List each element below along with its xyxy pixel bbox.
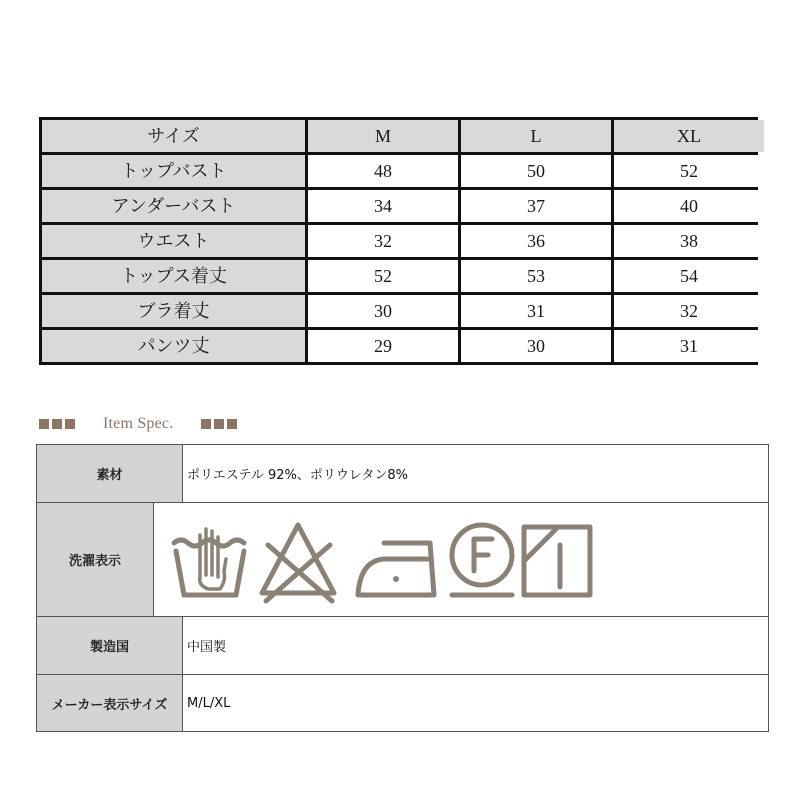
top-bust-xl: 52 bbox=[614, 155, 764, 187]
spec-row-origin bbox=[37, 617, 768, 675]
row-label-top-bust: トップバスト bbox=[42, 155, 305, 187]
top-bust-l: 50 bbox=[461, 155, 611, 187]
heading-squares-right bbox=[201, 419, 237, 429]
pants-length-l: 30 bbox=[461, 330, 611, 362]
size-table bbox=[39, 117, 758, 365]
waist-m: 32 bbox=[308, 225, 458, 257]
care-symbols bbox=[168, 515, 768, 605]
material-value: ポリエステル 92%、ポリウレタン8% bbox=[187, 468, 408, 483]
origin-value: 中国製 bbox=[187, 640, 227, 655]
heading-squares-left bbox=[39, 419, 75, 429]
bra-length-m: 30 bbox=[308, 295, 458, 327]
waist-l: 36 bbox=[461, 225, 611, 257]
tops-length-l: 53 bbox=[461, 260, 611, 292]
row-label-pants-length: パンツ丈 bbox=[42, 330, 305, 362]
square-mark bbox=[39, 419, 49, 429]
tops-length-m: 52 bbox=[308, 260, 458, 292]
pants-length-m: 29 bbox=[308, 330, 458, 362]
square-mark bbox=[201, 419, 211, 429]
under-bust-l: 37 bbox=[461, 190, 611, 222]
care-label: 洗濯表示 bbox=[37, 503, 154, 616]
low-iron-icon bbox=[358, 543, 434, 595]
size-header-xl: XL bbox=[614, 120, 764, 152]
row-label-tops-length: トップス着丈 bbox=[42, 260, 305, 292]
bra-length-xl: 32 bbox=[614, 295, 764, 327]
size-header-label: サイズ bbox=[42, 120, 305, 152]
item-spec-title: Item Spec. bbox=[103, 415, 174, 432]
spec-row-material bbox=[37, 445, 768, 503]
no-bleach-icon bbox=[262, 525, 334, 601]
bra-length-l: 31 bbox=[461, 295, 611, 327]
hand-wash-icon bbox=[174, 529, 244, 595]
pants-length-xl: 31 bbox=[614, 330, 764, 362]
care-icons bbox=[154, 503, 768, 616]
dry-clean-f-icon bbox=[452, 525, 512, 595]
spec-row-care bbox=[37, 503, 768, 617]
row-label-bra-length: ブラ着丈 bbox=[42, 295, 305, 327]
tops-length-xl: 54 bbox=[614, 260, 764, 292]
under-bust-xl: 40 bbox=[614, 190, 764, 222]
square-mark bbox=[214, 419, 224, 429]
row-label-waist: ウエスト bbox=[42, 225, 305, 257]
item-spec-heading bbox=[39, 412, 237, 436]
material-label: 素材 bbox=[37, 445, 183, 502]
drip-dry-shade-icon bbox=[524, 527, 590, 595]
spec-table bbox=[36, 444, 769, 732]
size-header-m: M bbox=[308, 120, 458, 152]
top-bust-m: 48 bbox=[308, 155, 458, 187]
origin-label: 製造国 bbox=[37, 617, 183, 674]
square-mark bbox=[65, 419, 75, 429]
waist-xl: 38 bbox=[614, 225, 764, 257]
square-mark bbox=[52, 419, 62, 429]
maker-size-label: メーカー表示サイズ bbox=[37, 675, 183, 731]
maker-size-value: M/L/XL bbox=[187, 695, 231, 711]
row-label-under-bust: アンダーバスト bbox=[42, 190, 305, 222]
size-header-l: L bbox=[461, 120, 611, 152]
under-bust-m: 34 bbox=[308, 190, 458, 222]
square-mark bbox=[227, 419, 237, 429]
spec-row-maker-size bbox=[37, 675, 768, 731]
